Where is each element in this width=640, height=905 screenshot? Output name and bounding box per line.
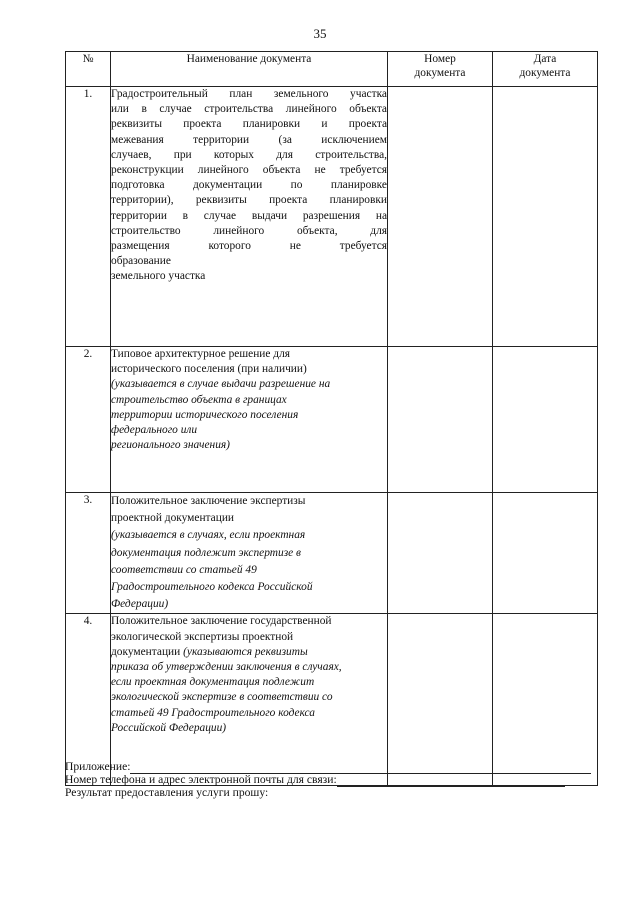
row-text-line: образование <box>111 255 171 268</box>
contact-line <box>65 773 597 787</box>
documents-table <box>65 51 598 786</box>
row-text-line: реконструкции линейного объекта не требуется <box>111 164 387 177</box>
document-number-cell[interactable] <box>388 493 493 614</box>
document-number-cell[interactable] <box>388 87 493 347</box>
row-text-line: проектной документации <box>111 512 235 525</box>
table-row <box>66 493 598 614</box>
row-italic-line: Российской Федерации) <box>111 721 227 734</box>
table-row <box>66 347 598 493</box>
row-italic-line: статьей 49 Градостроительного кодекса <box>111 706 315 719</box>
header-document-date <box>493 52 598 87</box>
row-text-line: Градостроительный план земельного участка <box>111 88 387 100</box>
document-date-cell[interactable] <box>493 87 598 347</box>
row-italic-line: (указывается в случаях, если проектная <box>111 529 306 542</box>
table-row <box>66 87 598 347</box>
row-document-name <box>111 87 388 347</box>
row-text-line: территории), реквизиты проекта планировки <box>111 194 387 207</box>
row-number: 3. <box>66 493 111 614</box>
row-document-name <box>111 347 388 493</box>
table-header-row <box>66 52 598 87</box>
row-text-line: подготовка документации по планировке <box>111 179 387 192</box>
row-document-name <box>111 493 388 614</box>
row-number: 4. <box>66 614 111 786</box>
row-italic-line: регионального значения) <box>111 439 230 452</box>
header-document-number <box>388 52 493 87</box>
contact-fill-line[interactable] <box>337 773 565 787</box>
row-italic-line: Федерации) <box>111 598 169 611</box>
document-date-cell[interactable] <box>493 347 598 493</box>
header-number: № <box>66 52 111 87</box>
attachment-line <box>65 760 597 774</box>
row-italic-segment: (указываются реквизиты <box>183 645 308 658</box>
header-document-number-line1: Номер <box>424 53 456 65</box>
row-text-line <box>111 645 387 660</box>
row-italic-line: Градостроительного кодекса Российской <box>111 581 313 594</box>
result-label: Результат предоставления услуги прошу: <box>65 786 269 799</box>
row-number: 2. <box>66 347 111 493</box>
row-text-line: строительство линейного объекта, для <box>111 224 387 237</box>
row-text-line: исторического поселения (при наличии) <box>111 363 307 376</box>
header-document-name: Наименование документа <box>111 52 388 87</box>
result-line <box>65 786 597 799</box>
header-document-date-line2: документа <box>519 67 571 79</box>
row-italic-line: экологической экспертизе в соответствии со <box>111 691 333 704</box>
row-text-segment: документации <box>111 645 181 658</box>
row-text-line: случаев, при которых для строительства, <box>111 148 387 161</box>
document-number-cell[interactable] <box>388 347 493 493</box>
attachment-fill-line[interactable] <box>130 760 591 774</box>
row-text-line: Положительное заключение экспертизы <box>111 495 306 507</box>
page-number: 35 <box>313 26 327 41</box>
row-text-line: экологической экспертизы проектной <box>111 630 294 643</box>
row-text-line: реквизиты проекта планировки и проекта <box>111 118 387 131</box>
row-italic-line: территории исторического поселения <box>111 408 299 421</box>
row-italic-line: документация подлежит экспертизе в <box>111 546 301 559</box>
row-text-line: земельного участка <box>111 270 206 283</box>
row-text-line: Типовое архитектурное решение для <box>111 348 291 360</box>
document-date-cell[interactable] <box>493 493 598 614</box>
row-text-line: размещения которого не требуется <box>111 240 387 253</box>
row-italic-line: если проектная документация подлежит <box>111 676 315 689</box>
row-text-line: или в случае строительства линейного объекта <box>111 103 387 116</box>
attachment-label: Приложение: <box>65 760 131 773</box>
header-document-date-line1: Дата <box>533 53 557 65</box>
row-italic-line: соответствии со статьей 49 <box>111 563 257 576</box>
row-text-line: Положительное заключение государственной <box>111 615 332 628</box>
contact-label: Номер телефона и адрес электронной почты для связи: <box>65 773 337 786</box>
row-italic-line: (указывается в случае выдачи разрешение на <box>111 378 331 391</box>
row-text-line: территории в случае выдачи разрешения на <box>111 209 387 222</box>
row-number: 1. <box>66 87 111 347</box>
row-italic-line: приказа об утверждении заключения в случаях, <box>111 661 342 674</box>
header-document-number-line2: документа <box>414 67 466 79</box>
row-text-line: межевания территории (за исключением <box>111 133 387 146</box>
row-italic-line: федерального или <box>111 424 198 437</box>
row-italic-line: строительство объекта в границах <box>111 393 287 406</box>
